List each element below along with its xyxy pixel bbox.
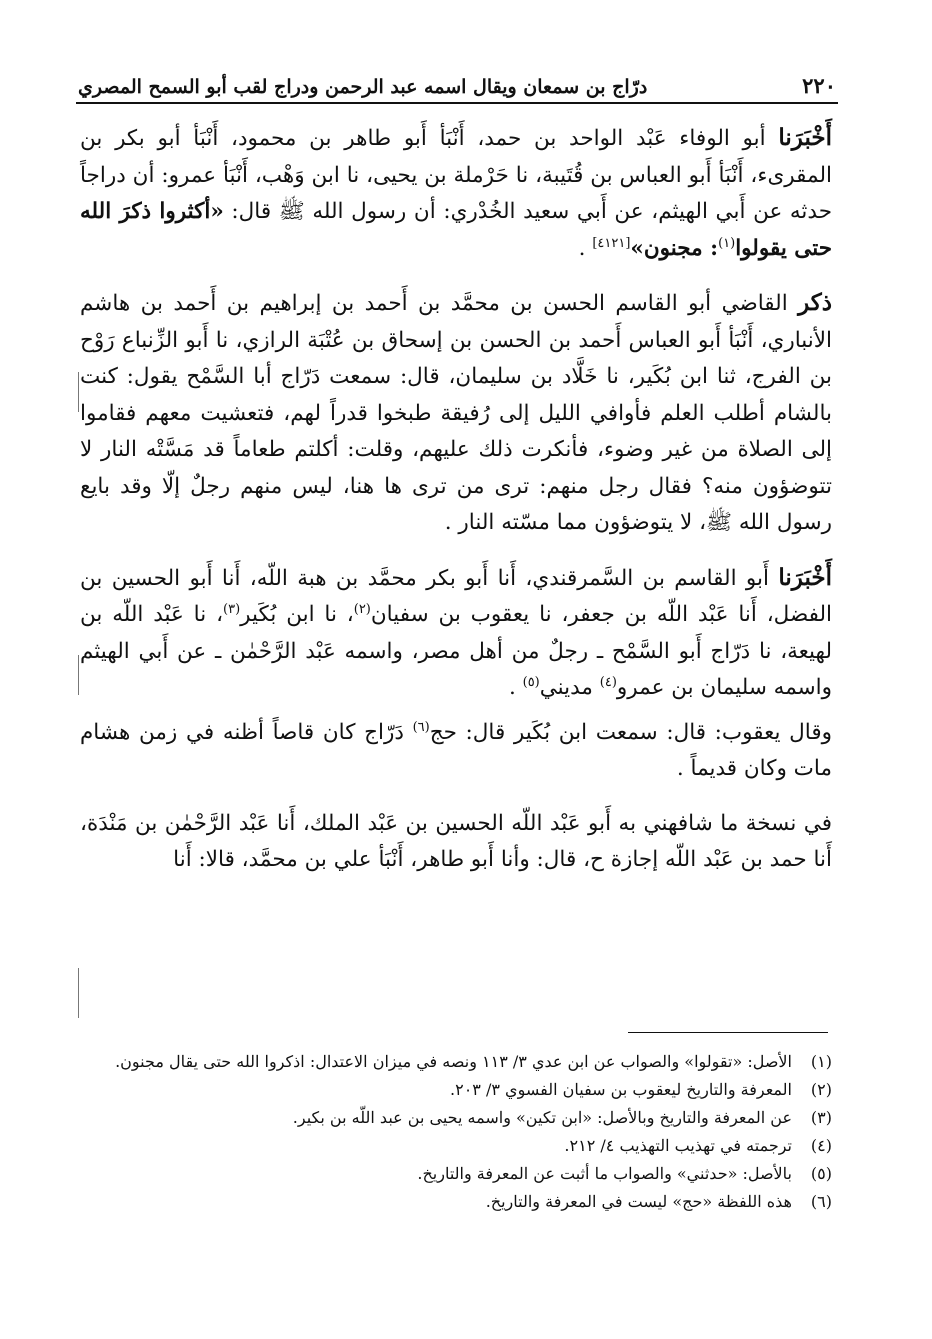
footnote-text: المعرفة والتاريخ ليعقوب بن سفيان الفسوي ٣/ ٢٠٣. — [450, 1080, 792, 1099]
running-title: درّاج بن سمعان ويقال اسمه عبد الرحمن ودراج لقب أبو السمح المصري — [78, 76, 648, 98]
hadith-number: [٤١٢١] — [592, 235, 631, 251]
paragraph-lead: أَخْبَرَنا — [778, 563, 832, 591]
paragraph-3 — [80, 560, 832, 707]
footnote-ref: (٢) — [353, 601, 371, 617]
page-number: ٢٢٠ — [802, 73, 836, 98]
footnote-number: (٦) — [810, 1192, 832, 1211]
margin-mark — [78, 655, 79, 695]
paragraph-text: مديني — [539, 675, 600, 700]
paragraph-1 — [80, 120, 832, 267]
paragraph-text: دَرّاج كان قاصاً أظنه في زمن هشام مات وكان قديماً . — [80, 719, 832, 781]
footnote-text: ترجمته في تهذيب التهذيب ٤/ ٢١٢. — [564, 1136, 792, 1155]
paragraph-lead: ذكر — [798, 289, 832, 316]
footnote-text: عن المعرفة والتاريخ وبالأصل: «ابن تكين» واسمه يحيى بن عبد اللّه بن بكير. — [292, 1108, 792, 1127]
footnote-text: بالأصل: «حدثني» والصواب ما أثبت عن المعرفة والتاريخ. — [417, 1164, 792, 1183]
footnote — [80, 1104, 832, 1132]
footnote-number: (١) — [810, 1052, 832, 1071]
footnote-rule — [628, 1032, 828, 1033]
footnote-number: (٢) — [810, 1080, 832, 1099]
paragraph-5 — [80, 806, 832, 879]
paragraph-lead: أَخْبَرَنا — [778, 124, 832, 151]
footnote-number: (٤) — [810, 1136, 832, 1155]
paragraph-text: أَبو القاسم بن السَّمرقندي، أَنا أَبو بكر محمَّد بن هبة اللّه، أَنا أَبو الحسين بن الفضل، أَنا عَبْد اللّه بن جعفر، نا يعقوب بن سفيان — [80, 565, 832, 627]
footnotes — [80, 1048, 832, 1216]
paragraph-2 — [80, 285, 832, 542]
paragraph-text: القاضي أبو القاسم الحسن بن محمَّد بن أَحمد بن إبراهيم بن أَحمد بن هاشم الأنباري، أَنْبَأ أَبو العباس أَحمد بن الحسن بن إسحاق بن عُتْبَة الرازي، نا أَبو الزِّنباع رَوْح بن الفرج، ثنا ابن بُكَير، نا خَلَّاد بن سليمان، قال: سمعت دَرّاج أبا السَّمْح يقول: كنت بالشام أطلب العلم فأوافي الليل إلى رُفيقة طبخوا قدراً لهم، فتعشيت معهم فقاموا إلى الصلاة من غير وضوء، فأنكرت ذلك عليهم، وقلت: أكلتم طعاماً قد مَسَّتْه النار لا تتوضؤون منه؟ فقال رجل منهم: ترى من ترى ها هنا، ليس منهم رجلٌ إلّا وقد بايع رسول الله ﷺ، لا يتوضؤون مما مسّته النار . — [80, 291, 832, 535]
footnote — [80, 1188, 832, 1216]
header-rule — [76, 102, 838, 104]
paragraph-text: في نسخة ما شافهني به أَبو عَبْد اللّه الحسين بن عَبْد الملك، أَنا عَبْد الرَّحْمٰن بن مَنْدَة، أَنا حمد بن عَبْد اللّه إجازة ح، قال: وأنا أَبو طاهر، أَنْبَأ علي بن محمَّد، قالا: أَنا — [80, 810, 832, 872]
footnote-text: هذه اللفظة «حج» ليست في المعرفة والتاريخ. — [485, 1192, 792, 1211]
hadith-quote: «أكثروا ذكرَ الله حتى يقولوا — [80, 199, 832, 261]
paragraph-text: . — [508, 675, 523, 700]
footnote-ref: (٥) — [522, 674, 540, 690]
hadith-quote-end: : مجنون» — [630, 235, 719, 261]
footnote — [80, 1076, 832, 1104]
footnote-ref: (٤) — [599, 674, 617, 690]
footnote — [80, 1048, 832, 1076]
footnote-number: (٣) — [810, 1108, 832, 1127]
margin-mark — [78, 372, 79, 412]
footnote-ref: (٣) — [223, 601, 241, 617]
footnote-ref: (٦) — [412, 719, 430, 735]
margin-mark — [78, 968, 79, 1018]
paragraph-text: وقال يعقوب: قال: سمعت ابن بُكَير قال: حج — [429, 719, 832, 745]
paragraph-text: أبو الوفاء عَبْد الواحد بن حمد، أَنْبَأ أَبو طاهر بن محمود، أَنْبَأ أبو بكر بن المقرىء، أَنْبَأ أَبو العباس بن قُتَيبة، نا حَرْملة بن يحيى، نا ابن وَهْب، أَنْبَأ عمرو: أن دراجاً حدثه عن أَبي الهيثم، عن أَبي سعيد الخُدْري: أن رسول الله ﷺ قال: — [80, 126, 832, 224]
main-text — [80, 120, 832, 897]
paragraph-end: . — [578, 235, 593, 261]
footnote — [80, 1160, 832, 1188]
paragraph-text: ، نا ابن بُكَير — [240, 602, 354, 627]
paragraph-text: ، نا عَبْد اللّه بن لهيعة، نا دَرّاج أَبو السَّمْح ـ رجلٌ من أهل مصر، واسمه عَبْد الرَّحْمٰن ـ عن أَبي الهيثم واسمه سليمان بن عمرو — [80, 602, 832, 700]
footnote-ref: (١) — [718, 235, 736, 251]
footnote — [80, 1132, 832, 1160]
footnote-number: (٥) — [810, 1164, 832, 1183]
paragraph-4 — [80, 715, 832, 788]
footnote-text: الأصل: «تقولوا» والصواب عن ابن عدي ٣/ ١١٣ ونصه في ميزان الاعتدال: اذكروا الله حتى يقال مجنون. — [115, 1052, 792, 1071]
page-header — [78, 60, 836, 98]
